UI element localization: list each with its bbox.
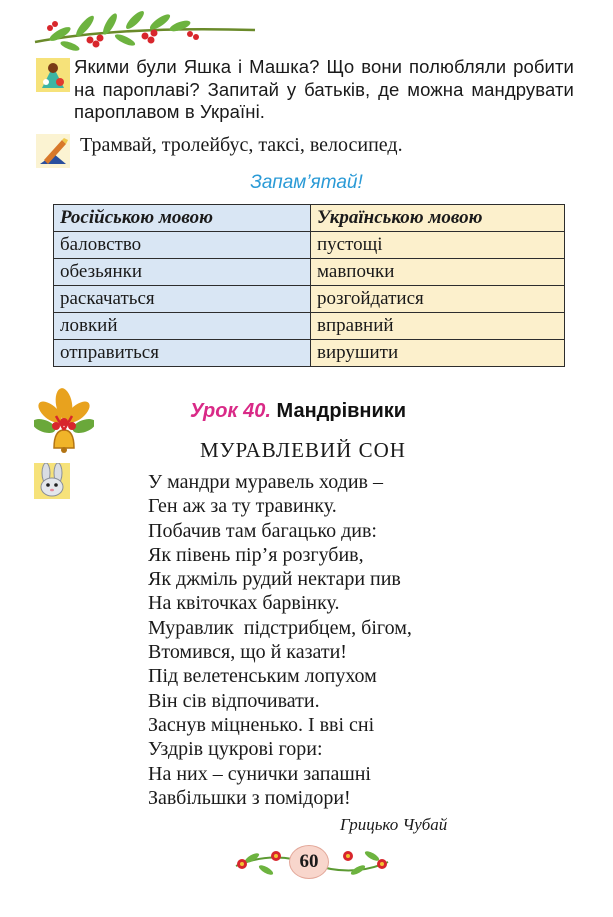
russian-word: ловкий <box>54 313 311 340</box>
ukrainian-word: пустощі <box>311 232 565 259</box>
lesson-number: Урок 40. <box>190 400 271 422</box>
poem-line: На них – сунички запашні <box>148 762 371 785</box>
discussion-task-text: Якими були Яшка і Машка? Що вони полюбляли робити на пароплаві? Запитай у батьків, де можна мандрувати пароплавом в Україні. <box>74 56 574 122</box>
poem-line: Уздрів цукрові гори: <box>148 738 323 761</box>
poem-line: Як півень пір’я розгубив, <box>148 543 364 566</box>
russian-word: отправиться <box>54 340 311 367</box>
page-number: 60 <box>289 845 329 879</box>
writing-task-text: Трамвай, тролейбус, таксі, велосипед. <box>80 134 403 156</box>
rowan-branch-ornament <box>30 6 260 52</box>
poem-line: У мандри муравель ходив – <box>148 471 383 493</box>
russian-word: баловство <box>54 232 311 259</box>
school-bell-icon <box>34 386 94 456</box>
remember-heading: Запам’ятай! <box>250 172 363 193</box>
rabbit-reading-icon <box>34 463 70 499</box>
ukrainian-word: вправний <box>311 313 565 340</box>
table-row <box>54 313 565 340</box>
poem-line: Ген аж за ту травинку. <box>148 495 337 518</box>
poem-line: Під велетенським лопухом <box>148 665 377 688</box>
column-header-ukrainian: Українською мовою <box>311 205 565 232</box>
table-row <box>54 232 565 259</box>
vocabulary-table <box>53 204 565 367</box>
discussion-icon <box>36 58 70 92</box>
poem-text <box>148 470 412 810</box>
poem-line: Як джміль рудий нектари пив <box>148 568 401 591</box>
russian-word: раскачаться <box>54 286 311 313</box>
ukrainian-word: мавпочки <box>311 259 565 286</box>
poem-line: Муравлик підстрибцем, бігом, <box>148 616 412 639</box>
poem-line: Заснув міцненько. І вві сні <box>148 713 375 736</box>
poem-line: Завбільшки з помідори! <box>148 786 351 809</box>
ukrainian-word: вирушити <box>311 340 565 367</box>
poem-line: Він сів відпочивати. <box>148 689 320 712</box>
lesson-heading <box>190 400 406 423</box>
poem-title: МУРАВЛЕВИЙ СОН <box>200 438 406 462</box>
column-header-russian: Російською мовою <box>54 205 311 232</box>
writing-pen-icon <box>36 134 70 168</box>
table-header-row <box>54 205 565 232</box>
table-row <box>54 259 565 286</box>
ukrainian-word: розгойдатися <box>311 286 565 313</box>
lesson-title: Мандрівники <box>276 400 407 422</box>
poem-line: На квіточках барвінку. <box>148 592 340 615</box>
table-row <box>54 340 565 367</box>
russian-word: обезьянки <box>54 259 311 286</box>
poem-author: Грицько Чубай <box>340 815 448 834</box>
table-row <box>54 286 565 313</box>
poem-line: Побачив там багацько див: <box>148 519 377 542</box>
poem-line: Втомився, що й казати! <box>148 641 347 664</box>
